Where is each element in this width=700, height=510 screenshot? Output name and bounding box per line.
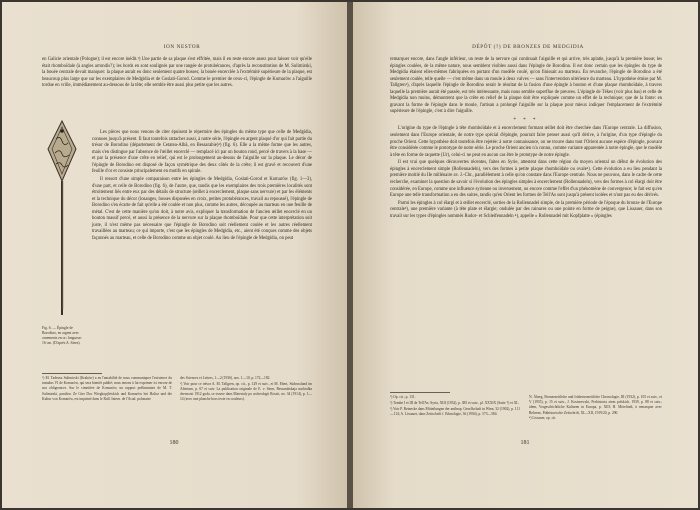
left-footnotes-col2 <box>180 376 312 403</box>
section-stars: * * * <box>513 117 539 123</box>
footnote: ¹) Op. cit., p. 131. <box>390 395 416 399</box>
right-text <box>390 57 662 222</box>
footnote: ²) Tombe I et III de Tell'As: Syria, XIII (1932), p. 385 et suiv., pl. XXXIX (Suite ?) et XL. <box>390 400 520 405</box>
right-running-head: DÉPÔT (?) DE BRONZES DE MEDGIDIA <box>472 44 584 50</box>
footnote: des Sciences et Lettres, 1—2 (1936), nos. 1—10, p. 172—182. <box>180 376 271 380</box>
left-running-head: ION NESTOR <box>163 44 201 50</box>
right-paragraph: L'origine du type de l'épingle à tête rhomboïdale et à encerclement formant œillet doit être cherchée dans l'Europe centrale. La diffusion, seulement dans l'Europe orientale, de notre type spécial d'épingle, pourrait faire penser aussi qu'il dérive, à l'origine, d'un type d'épingle du proche Orient. Cette hypothèse doit toutefois être rejetée: à notre connaissance, on ne trouve dans tout l'Orient aucune espèce d'épingle, pouvant être considérée comme le prototype de notre série. Le proche Orient ancien n'a connu, comme variante apparentée à notre épingle, que le modèle à tête en forme de raquette (Ur), celui-ci ne peut en aucun cas être le prototype de notre épingle. <box>390 126 662 158</box>
borodino-pin-illustration <box>42 119 82 319</box>
left-body-text <box>92 130 312 244</box>
left-body-paragraph: Les pièces que nous venons de citer épuisent le répertoire des épingles du même type que celle de Medgidia, connues jusqu'à présent. Il faut toutefois rattacher aussi, à notre série, l'épingle en argent plaqué d'or qui fait partie du trésor de Borodino (département de Cetatea-Albă, en Bessarabie)²) (fig. 6). Elle a la même forme que les autres, mais s'en distingue par l'absence de l'œillet encerclé — remplacé ici par un bouton rond, percé de travers à la base — et par la présence d'une crête en relief, qui est le prolongement au-dessus de l'aiguille sur la plaque. Le décor de l'épingle de Borodino est disposé de façon symétrique des deux côtés de la crête; il est gravé et recouvert d'une feuille d'or et consiste principalement en motifs en spirale. <box>92 130 312 175</box>
left-top-text <box>42 57 312 91</box>
right-footnotes-col1 <box>390 395 520 418</box>
right-page <box>353 2 698 508</box>
footnote: N. Åberg, Bronzezeitliche und früheisenzeitliche Chronologie, III (1932), p. 105 et suiv., et V (1935), p. 15 et suiv., J. Kostrzewski, Prehistoria ziem polskich, 1939, p. 88 et suiv.; idem, Vorgeschichtliche Kulturen in Europa, p. XIII; H. Mötefindt, à remarquer avec Behrens, Prähistorische Zeitschrift, XI—XII, 1919/20, p. 290. <box>529 395 662 415</box>
left-page <box>2 2 347 508</box>
book-spread <box>2 2 698 508</box>
left-footnotes-col1 <box>42 376 172 403</box>
right-page-number: 181 <box>520 440 530 446</box>
footnote: ¹) M. Tadeusz Sulimirski (Kraków) a eu l'amabilité de nous communiquer l'existence du tumulus VI de Komarów, qui sera bientôt publié; nous tenons à lui exprimer ici encore de nos obligeances. Sur le cimetière de Komarów, un rapport préliminaire de M. T. Sulimirski, paraîtra: Ze Gier Doc Wiegkopjleiskich und Komarów bei Halicz und die Kultur von Komarów, est imprimé dans le Bull. Intern. de l'Acad. polonaise <box>42 376 172 401</box>
left-footnote-rule <box>42 373 102 374</box>
right-paragraph: Il est vrai que quelques découvertes récentes, faites en Syrie, attestent dans cette région du moyen oriental un début de évolution des épingles à encerclement simple (Rollennadeln), vers des formes à petite plaque rhomboïdale ou ovale²). Cette évolution a eu lieu pendant la première moitié du IIe millénaire av. J.-Chr., parallèlement à celle qu'on constate dans l'Europe centrale. Nous ne pouvons, dans le cadre de cette recherche, examiner la question de savoir si l'évolution des épingles simples à encerclement (Rollennadeln), vers des formes à col élargi doit être considérée, en Europe, comme une influence syrienne ou inversement, ou encore comme l'effet d'un phénomène de convergence; le fait est qu'en Europe une telle transformation a eu des suites, tandis qu'en Orient les formes de Tell'As sont jusqu'à présent isolées et n'ont pas eu des dérivés. <box>390 160 662 199</box>
footnote: ³) Voir P. Reinecke dans Mitteilungen der anthrop. Gesellschaft in Wien, 32 (1902), p. 111—114; A. Lissauer, dans Zeitschrift f. Ethnologie, 36 (1904), p. 573—584. <box>390 406 520 416</box>
footnote: ⁴) Lissauer, op. cit. <box>529 416 557 421</box>
right-paragraph: remarquer encore, dans l'angle inférieur, un reste de la nervure qui continuait l'aiguille et qui arrive, très aplatie, jusqu'à la première bosse; les épingles coulées, de la même nature, nous semblent visibles aussi dans l'épingle de Borodino. Il est donc certain que les épingles du type de Medgidia étaient elles-mêmes fabriquées en portant d'un modèle coulé, qu'on finissait au marteau. En revanche, l'épingle de Borodino a été seulement coulée, telle quelle — c'est même dans un moule à deux valves — sans l'intervention ultérieure du marteau. L'hypothèse émise par M. Tallgren¹), d'après laquelle l'épingle de Borodino serait le résultat de la fusion d'une épingle à bouton et d'une plaque rhomboïdale, à travers laquelle la première aurait été passée, est très intéressante, mais nous semble superflue de preuves. L'épingle de Tékes (voir plus bas) et celle de Medgidia non moins, démontrent que la crête en relief de la plaque doit être expliquée comme un effet de la technique; que de la fonte: en gravant la forme de l'épingle dans le moule, l'artisan a prolongé l'aiguille sur la plaque pour mieux indiquer l'emplacement de l'extrémité supérieure de l'épingle, c'est à dire l'aiguille. <box>390 57 662 115</box>
footnote: ²) Voir pour ce trésor A. M. Tallgren, op. cit., p. 129 et suiv., et M. Ebert, Südrussland im Altertum, p. 67 et suiv. La publication originale de E. v. Stern, Bessarabskaja nachodka drevnosti 1912 goda, se trouve dans Materialy po archeologii Rossii, no. 34 (1914), p. 1—14 (avec une planche hors texte en couleurs). <box>180 381 312 402</box>
right-paragraph: Parmi les épingles à col élargi et à œillet encerclé, sorties de la Rollennadel simple, de la première période de l'époque du bronze de l'Europe centrale³), une première variante (à tête plate et élargie; ondulée par des rainures ou une pointe en forme de peigne), que Lissauer, dans son travail sur les types d'épingles nommés Rudor- et Schleifennadeln ⁴), appelle « Rollennadel mit Kopfplatte » (épingles <box>390 200 663 219</box>
right-footnote-rule <box>390 392 450 393</box>
left-page-number: 180 <box>169 440 179 446</box>
left-body-paragraph: Il ressort d'une simple comparaison entre les épingles de Medgidia, Goslati-Gorod et Komarów (fig. 1—3), d'une part, et celle de Borodino (fig. 6), de l'autre, que, tandis que les exemplaires des trois premières localités sont étroitement liés entre eux par des détails de structure (œillet à encerclement, plaque sans nervure) et par les éléments et la technique du décor (losanges, bosses disposées en croix, petites protubérances, travail au repoussé), l'épingle de Borodino s'en écarte de fait qu'elle a été coulée et non plus, comme les autres, découpée au marteau en une feuille de métal. C'est de cette manière qu'on doit, à notre avis, expliquer la transformation de l'ancien œillet encerclé en un bouton massif percé, et aussi la présence de la nervure sur la plaque rhomboïdale. Pour que cette interprétation soit juste, il n'est même pas nécessaire que l'épingle de Borodino soit réellement coulée et les autres réellement travaillées au marteau; ce qui importe, c'est que les épingles de Medgidia, etc., aient été conçues comme des objets façonnés au marteau, et celle de Borodino comme un objet coulé. Au lieu de l'épingle de Medgidia, on peut <box>92 177 312 241</box>
figure-caption: Fig. 6. — Épingle de Borodino, en argent avec ornements en or; longueur: 16 cm. (D'après A. Stern). <box>42 326 82 346</box>
left-top-paragraph: en Galicie orientale (Pologne); il est encore inédit.¹) Une partie de sa plaque s'est effritée, mais il en reste encore assez pour laisser voir qu'elle était rhomboïdale (à angles arrondis?); les bords en sont soulignés par une rangée de protubérances, d'après la reconstitution de M. Sulimirski, la bouée centrale devait manquer: la plaque aurait eu donc seulement quatre bosses; la bouée encerclée à l'extrémité supérieure de la plaque, est beaucoup plus large que sur les exemplaires de Medgidia et de Goslati-Gorod. Comme le premier de ceux-ci, l'épingle de Komarów a l'aiguille tordue en vrille, immédiatement au-dessous de la tête; elle semble être aussi plus petite que les autres. <box>42 57 312 89</box>
right-footnotes-col2 <box>529 395 662 422</box>
